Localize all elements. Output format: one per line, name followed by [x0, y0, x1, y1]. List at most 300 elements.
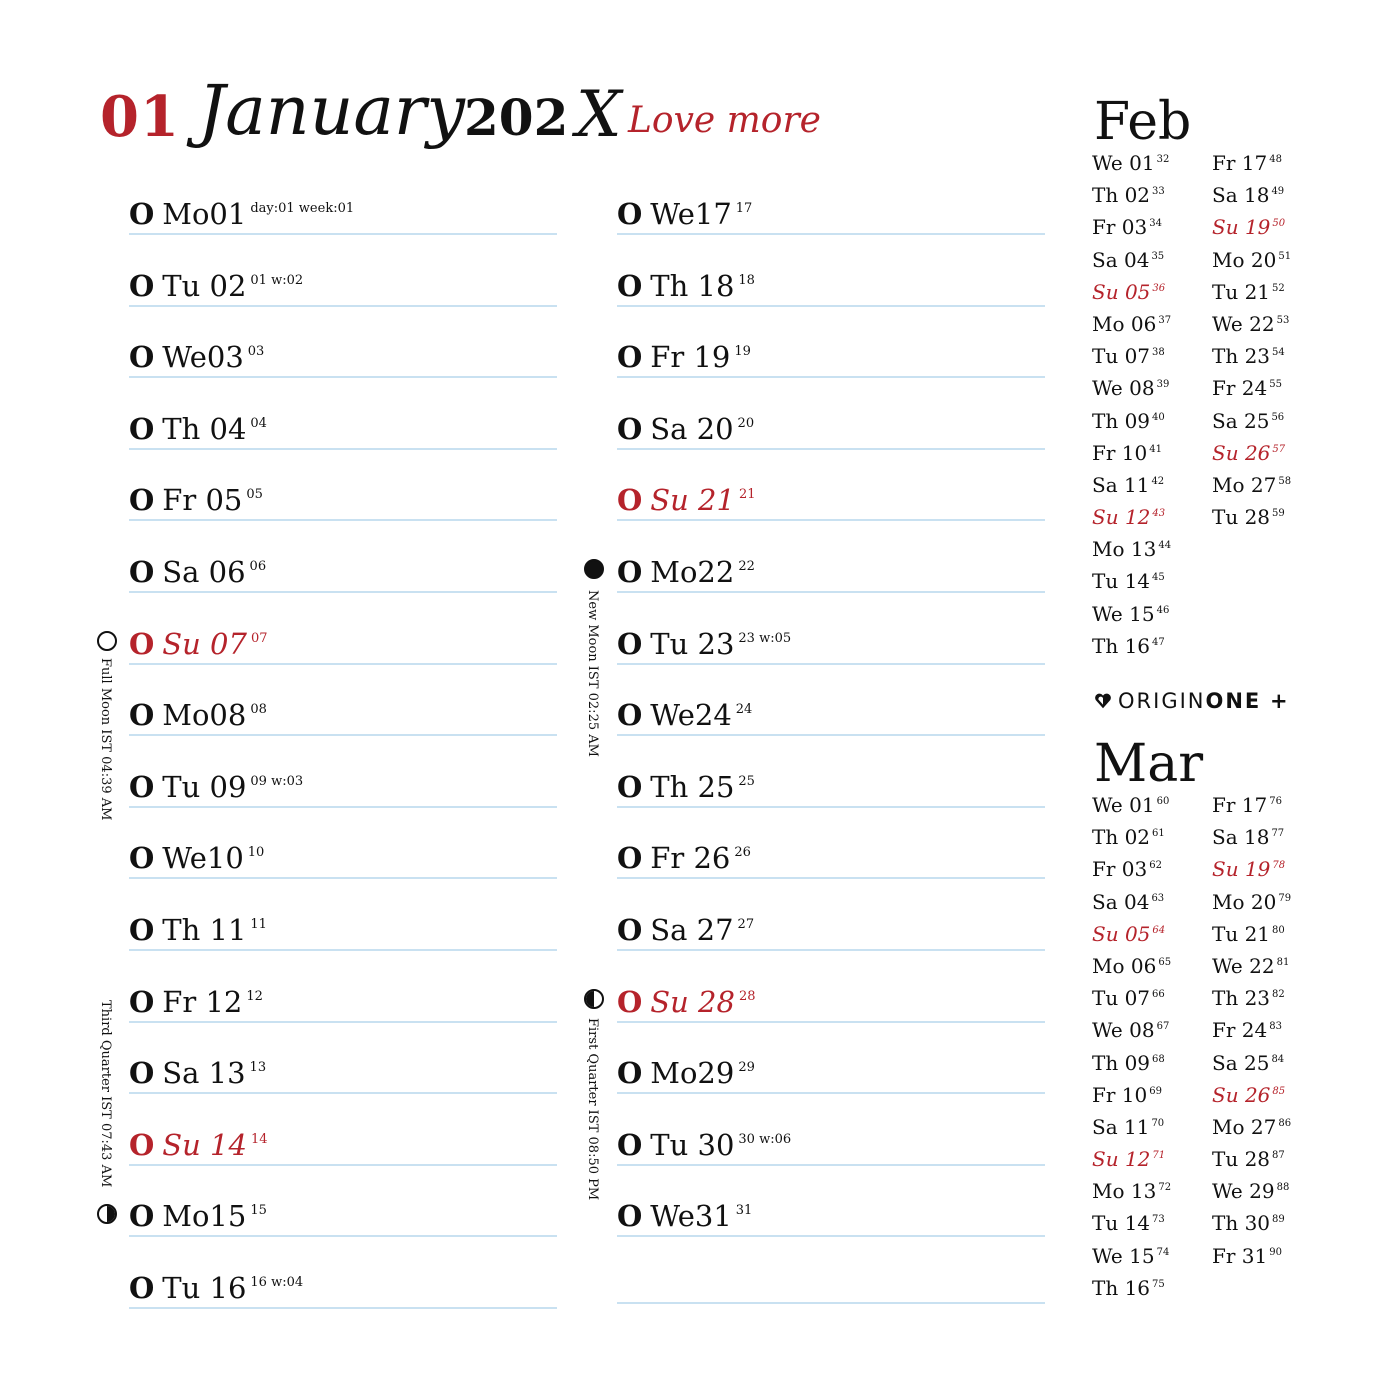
day-label: Su 14 — [162, 1127, 247, 1162]
mini-day-label: Su 19 — [1212, 857, 1271, 882]
mini-day-label: Th 09 — [1092, 408, 1151, 433]
feb-day — [1212, 505, 1291, 537]
checkbox-circle-icon[interactable]: O — [617, 268, 643, 303]
year: 202 — [464, 88, 569, 147]
mini-day-label: Fr 17 — [1212, 793, 1268, 817]
feb-day — [1212, 215, 1291, 247]
mini-day-index: 77 — [1271, 828, 1285, 840]
feb-title: Feb — [1094, 92, 1192, 152]
mini-day-index: 40 — [1152, 411, 1165, 423]
day-entry — [129, 555, 266, 589]
feb-day — [1212, 409, 1291, 441]
month-number: 01 — [100, 84, 180, 150]
day-label: Fr 05 — [162, 483, 243, 518]
day-label: We17 — [650, 197, 732, 231]
mini-day-index: 63 — [1151, 892, 1165, 904]
mini-day-label: We 15 — [1092, 1243, 1155, 1268]
year-mark: X — [576, 78, 622, 152]
day-entry — [129, 770, 303, 804]
checkbox-circle-icon[interactable]: O — [129, 1056, 155, 1091]
mini-day-label: We 01 — [1092, 793, 1155, 817]
mini-day-index: 62 — [1149, 860, 1162, 872]
mar-title: Mar — [1094, 734, 1204, 794]
day-row[interactable] — [617, 551, 1045, 593]
mini-day-index: 36 — [1152, 282, 1166, 294]
mini-day-index: 67 — [1156, 1021, 1170, 1033]
day-row[interactable] — [617, 1052, 1045, 1094]
checkbox-circle-icon[interactable]: O — [617, 913, 643, 947]
day-index: 29 — [738, 1060, 755, 1076]
brand-origin: ORIGIN — [1118, 689, 1206, 713]
mini-day-label: Th 16 — [1092, 1275, 1151, 1300]
day-row[interactable] — [129, 1195, 557, 1237]
day-index: day:01 week:01 — [250, 201, 355, 216]
day-label: Su 28 — [650, 984, 735, 1019]
day-row[interactable] — [129, 1267, 557, 1309]
mini-day-label: Sa 04 — [1092, 247, 1150, 272]
mini-day-label: Tu 21 — [1212, 921, 1271, 946]
day-index: 07 — [250, 630, 268, 646]
checkbox-circle-icon[interactable]: O — [129, 913, 155, 947]
day-entry — [617, 340, 751, 374]
mini-day-label: Su 05 — [1092, 921, 1151, 946]
mini-day-label: Sa 18 — [1212, 825, 1270, 850]
day-label: Mo22 — [650, 555, 735, 589]
feb-day — [1092, 215, 1171, 247]
day-entry — [129, 197, 354, 231]
mini-day-index: 48 — [1269, 154, 1282, 165]
mini-day-index: 43 — [1152, 508, 1166, 520]
day-entry — [129, 841, 264, 875]
checkbox-circle-icon[interactable]: O — [129, 411, 155, 446]
day-row[interactable] — [617, 265, 1045, 307]
day-entry — [129, 1056, 266, 1090]
motto: Love more — [628, 100, 821, 141]
day-index: 15 — [250, 1203, 267, 1219]
day-entry — [129, 269, 303, 303]
day-row[interactable] — [129, 766, 557, 808]
day-row[interactable] — [617, 193, 1045, 235]
day-label: We31 — [650, 1199, 732, 1234]
checkbox-circle-icon[interactable]: O — [129, 984, 155, 1019]
day-row[interactable] — [617, 766, 1045, 808]
day-index: 03 — [247, 344, 265, 360]
day-row[interactable] — [617, 336, 1045, 378]
mar-day — [1212, 857, 1291, 889]
feb-day — [1092, 248, 1171, 280]
checkbox-circle-icon[interactable]: O — [617, 555, 643, 589]
day-label: Tu 23 — [650, 626, 735, 661]
mini-day-label: Th 09 — [1092, 1050, 1151, 1075]
day-label: Su 07 — [162, 626, 247, 661]
mini-day-index: 78 — [1272, 860, 1286, 872]
mar-day — [1092, 1211, 1171, 1243]
mar-day — [1212, 825, 1291, 857]
mar-day — [1092, 1115, 1171, 1147]
mini-day-label: Tu 28 — [1212, 1147, 1271, 1172]
mini-day-index: 42 — [1151, 475, 1165, 487]
day-index: 25 — [738, 773, 755, 789]
mini-day-label: Th 16 — [1092, 633, 1151, 658]
day-index: 14 — [250, 1131, 268, 1147]
mini-day-label: Su 12 — [1092, 505, 1151, 530]
mini-day-label: Tu 21 — [1212, 279, 1271, 304]
feb-day — [1092, 344, 1171, 376]
day-entry — [617, 269, 755, 303]
day-index: 10 — [247, 845, 265, 861]
feb-day — [1212, 183, 1291, 215]
day-label: Mo08 — [162, 698, 247, 733]
day-index: 09 w:03 — [250, 773, 304, 789]
mini-day-label: Mo 27 — [1212, 1114, 1277, 1139]
mini-day-index: 66 — [1152, 989, 1165, 1001]
day-index: 24 — [735, 702, 753, 718]
day-index: 20 — [737, 415, 755, 431]
day-entry — [617, 412, 754, 446]
mar-day — [1212, 1083, 1291, 1115]
mini-day-index: 83 — [1269, 1021, 1282, 1033]
mini-day-index: 38 — [1152, 347, 1165, 359]
mar-day — [1212, 793, 1291, 825]
day-label: We10 — [162, 841, 244, 876]
mini-day-index: 50 — [1272, 218, 1286, 230]
mini-day-label: Mo 20 — [1212, 247, 1277, 272]
day-row[interactable] — [129, 1052, 557, 1094]
day-row[interactable] — [617, 837, 1045, 879]
mar-day — [1092, 1179, 1171, 1211]
mini-day-index: 35 — [1151, 250, 1165, 262]
checkbox-circle-icon[interactable]: O — [617, 984, 643, 1019]
checkbox-circle-icon[interactable]: O — [617, 698, 643, 733]
mini-day-index: 90 — [1269, 1246, 1282, 1258]
day-label: Mo15 — [162, 1199, 247, 1234]
day-entry — [617, 698, 752, 732]
mini-day-index: 65 — [1158, 956, 1172, 968]
mini-day-label: Fr 03 — [1092, 857, 1148, 882]
heart-icon — [1094, 692, 1112, 710]
day-entry — [129, 985, 263, 1019]
mini-day-index: 87 — [1272, 1150, 1285, 1162]
day-label: Th 11 — [162, 913, 247, 947]
mini-day-label: Su 19 — [1212, 215, 1271, 240]
feb-day — [1092, 569, 1171, 601]
mini-day-index: 55 — [1269, 379, 1282, 391]
checkbox-circle-icon[interactable]: O — [617, 483, 643, 518]
mini-day-label: Su 26 — [1212, 440, 1271, 465]
mar-day — [1212, 890, 1291, 922]
mini-day-index: 61 — [1152, 828, 1165, 840]
checkbox-circle-icon[interactable]: O — [617, 1199, 643, 1234]
day-entry — [617, 197, 752, 231]
day-label: Tu 09 — [162, 769, 247, 804]
mini-day-index: 88 — [1276, 1182, 1290, 1194]
first-quarter-label: First Quarter IST 08:50 PM — [585, 1018, 600, 1201]
day-row[interactable] — [129, 408, 557, 450]
checkbox-circle-icon[interactable]: O — [129, 769, 155, 804]
mini-day-index: 60 — [1156, 796, 1170, 807]
mini-day-index: 41 — [1149, 443, 1162, 455]
day-entry — [129, 1271, 303, 1305]
mini-day-label: Fr 03 — [1092, 215, 1148, 240]
mini-day-index: 57 — [1272, 443, 1286, 455]
day-entry — [129, 1128, 267, 1162]
feb-day — [1092, 151, 1171, 183]
mini-day-index: 53 — [1276, 314, 1290, 326]
mini-day-label: Su 12 — [1092, 1147, 1151, 1172]
mini-day-label: Fr 10 — [1092, 440, 1148, 465]
mar-day — [1212, 1244, 1291, 1276]
checkbox-circle-icon[interactable]: O — [129, 555, 155, 589]
day-index: 26 — [734, 845, 751, 861]
day-entry — [617, 1128, 791, 1162]
day-row[interactable] — [129, 1124, 557, 1166]
day-row[interactable] — [617, 408, 1045, 450]
day-index: 17 — [735, 201, 753, 216]
checkbox-circle-icon[interactable]: O — [129, 1127, 155, 1162]
mini-day-label: We 15 — [1092, 601, 1155, 626]
mini-day-label: We 22 — [1212, 311, 1275, 336]
brand-one: ONE — [1205, 689, 1262, 713]
mini-day-index: 45 — [1152, 572, 1165, 584]
day-entry — [617, 841, 751, 875]
day-row[interactable] — [617, 1124, 1045, 1166]
mini-day-index: 49 — [1271, 186, 1285, 198]
checkbox-circle-icon[interactable]: O — [129, 841, 155, 876]
mar-day — [1092, 922, 1171, 954]
day-row[interactable] — [617, 623, 1045, 665]
day-index: 19 — [734, 344, 751, 360]
mini-day-index: 75 — [1152, 1278, 1165, 1290]
day-row[interactable] — [129, 981, 557, 1023]
mini-day-label: Th 23 — [1212, 986, 1271, 1011]
day-index: 21 — [738, 487, 756, 503]
day-entry — [129, 340, 264, 374]
mini-day-index: 76 — [1269, 796, 1282, 807]
day-label: Sa 13 — [162, 1056, 246, 1091]
day-label: Th 18 — [650, 268, 735, 303]
mar-day — [1092, 825, 1171, 857]
feb-column-2 — [1212, 151, 1291, 537]
brand-logo — [1094, 689, 1290, 713]
mar-day — [1092, 1244, 1171, 1276]
checkbox-circle-icon[interactable]: O — [129, 698, 155, 733]
day-label: Fr 26 — [650, 841, 731, 876]
mini-day-label: We 08 — [1092, 376, 1155, 401]
mini-day-label: Tu 28 — [1212, 505, 1271, 530]
mini-day-label: We 08 — [1092, 1018, 1155, 1043]
day-row[interactable] — [617, 909, 1045, 951]
day-row[interactable] — [129, 336, 557, 378]
mini-day-label: Fr 24 — [1212, 376, 1268, 401]
day-row[interactable] — [617, 479, 1045, 521]
mini-day-label: We 29 — [1212, 1179, 1275, 1204]
day-row[interactable] — [129, 909, 557, 951]
day-entry — [129, 913, 267, 947]
mar-day — [1092, 986, 1171, 1018]
mini-day-index: 51 — [1278, 250, 1292, 262]
day-index: 01 w:02 — [250, 272, 304, 288]
mini-day-label: Sa 11 — [1092, 1114, 1150, 1139]
mar-day — [1212, 1211, 1291, 1243]
brand-plus: + — [1269, 689, 1290, 713]
mini-day-label: Th 02 — [1092, 183, 1151, 208]
feb-day — [1092, 280, 1171, 312]
mar-day — [1092, 793, 1171, 825]
mini-day-label: We 01 — [1092, 151, 1155, 175]
day-row[interactable] — [129, 193, 557, 235]
mini-day-index: 80 — [1272, 924, 1285, 936]
checkbox-circle-icon[interactable]: O — [129, 197, 155, 231]
month-name: January — [198, 72, 465, 151]
checkbox-circle-icon[interactable]: O — [617, 1056, 643, 1091]
day-label: Th 04 — [162, 411, 247, 446]
day-label: Tu 16 — [162, 1271, 247, 1305]
mar-day — [1212, 1179, 1291, 1211]
day-label: We24 — [650, 698, 732, 733]
day-row[interactable] — [129, 265, 557, 307]
checkbox-circle-icon[interactable]: O — [129, 483, 155, 518]
day-row[interactable] — [129, 479, 557, 521]
third-quarter-moon-icon — [97, 1204, 117, 1224]
day-label: Sa 27 — [650, 913, 734, 947]
mar-day — [1092, 1051, 1171, 1083]
feb-day — [1212, 344, 1291, 376]
mini-day-label: Su 26 — [1212, 1082, 1271, 1107]
mini-day-index: 73 — [1152, 1214, 1165, 1226]
checkbox-circle-icon[interactable]: O — [617, 1127, 643, 1162]
day-entry — [129, 1199, 267, 1233]
checkbox-circle-icon[interactable]: O — [617, 769, 643, 804]
mar-day — [1212, 1147, 1291, 1179]
mini-day-label: Sa 18 — [1212, 183, 1270, 208]
day-row[interactable] — [129, 837, 557, 879]
mini-day-label: Mo 06 — [1092, 953, 1157, 978]
day-label: Su 21 — [650, 483, 735, 518]
mini-day-label: Sa 11 — [1092, 472, 1150, 497]
mini-day-index: 86 — [1278, 1117, 1292, 1129]
mini-day-label: Mo 20 — [1212, 889, 1277, 914]
day-row[interactable] — [129, 623, 557, 665]
day-entry — [129, 412, 267, 446]
feb-day — [1212, 473, 1291, 505]
day-label: Sa 20 — [650, 411, 734, 446]
mini-day-label: Th 02 — [1092, 825, 1151, 850]
day-row[interactable] — [129, 694, 557, 736]
day-index: 30 w:06 — [738, 1131, 792, 1147]
day-label: Fr 19 — [650, 340, 731, 375]
day-row[interactable] — [617, 694, 1045, 736]
mar-day — [1212, 1115, 1291, 1147]
day-row[interactable] — [129, 551, 557, 593]
checkbox-circle-icon[interactable]: O — [129, 1271, 155, 1305]
feb-day — [1092, 602, 1171, 634]
mini-day-index: 58 — [1278, 475, 1292, 487]
day-entry — [129, 698, 267, 732]
checkbox-circle-icon[interactable]: O — [129, 340, 155, 375]
day-label: We03 — [162, 340, 244, 375]
day-entry — [617, 985, 755, 1019]
mini-day-index: 33 — [1152, 186, 1165, 198]
feb-day — [1212, 312, 1291, 344]
mini-day-index: 84 — [1271, 1053, 1285, 1065]
checkbox-circle-icon[interactable]: O — [617, 626, 643, 661]
day-entry — [129, 483, 263, 517]
day-index: 06 — [249, 559, 267, 574]
mini-day-label: Fr 31 — [1212, 1243, 1268, 1268]
mini-day-label: Th 30 — [1212, 1211, 1271, 1236]
mini-day-label: Mo 27 — [1212, 472, 1277, 497]
mar-column-2 — [1212, 793, 1291, 1276]
feb-day — [1092, 409, 1171, 441]
mar-day — [1212, 922, 1291, 954]
mini-day-label: Mo 06 — [1092, 311, 1157, 336]
day-index: 04 — [250, 415, 267, 431]
mini-day-label: Fr 24 — [1212, 1018, 1268, 1043]
mini-day-label: Sa 04 — [1092, 889, 1150, 914]
mini-day-index: 68 — [1152, 1053, 1165, 1065]
mar-day — [1092, 1018, 1171, 1050]
checkbox-circle-icon[interactable]: O — [129, 268, 155, 303]
mar-day — [1092, 890, 1171, 922]
day-index: 31 — [735, 1203, 753, 1219]
mini-day-label: Sa 25 — [1212, 408, 1270, 433]
first-quarter-moon-icon — [584, 989, 604, 1009]
day-index: 28 — [738, 988, 756, 1004]
checkbox-circle-icon[interactable]: O — [129, 626, 155, 661]
feb-day — [1092, 441, 1171, 473]
day-index: 11 — [250, 917, 267, 932]
checkbox-circle-icon[interactable]: O — [617, 197, 643, 231]
feb-day — [1092, 183, 1171, 215]
feb-day — [1212, 248, 1291, 280]
day-row[interactable] — [617, 981, 1045, 1023]
full-moon-icon — [97, 631, 117, 651]
mar-day — [1212, 1018, 1291, 1050]
day-entry — [617, 627, 791, 661]
blank-row[interactable] — [617, 1262, 1045, 1304]
day-entry — [617, 483, 755, 517]
checkbox-circle-icon[interactable]: O — [617, 340, 643, 375]
mini-day-index: 37 — [1158, 314, 1172, 326]
full-moon-label: Full Moon IST 04:39 AM — [98, 658, 113, 821]
mar-day — [1212, 954, 1291, 986]
mini-day-label: Tu 14 — [1092, 569, 1151, 594]
third-quarter-label: Third Quarter IST 07:43 AM — [98, 1000, 113, 1188]
mini-day-index: 64 — [1152, 924, 1166, 936]
checkbox-circle-icon[interactable]: O — [617, 841, 643, 876]
day-label: Mo29 — [650, 1056, 735, 1091]
feb-day — [1092, 537, 1171, 569]
mar-day — [1092, 1083, 1171, 1115]
day-row[interactable] — [617, 1195, 1045, 1237]
day-entry — [617, 555, 755, 589]
feb-day — [1212, 280, 1291, 312]
mini-day-index: 32 — [1156, 154, 1170, 165]
day-index: 08 — [250, 702, 267, 718]
feb-day — [1092, 312, 1171, 344]
day-index: 22 — [738, 559, 755, 574]
checkbox-circle-icon[interactable]: O — [129, 1199, 155, 1234]
mar-day — [1092, 954, 1171, 986]
day-index: 18 — [738, 272, 755, 288]
day-label: Sa 06 — [162, 555, 246, 589]
checkbox-circle-icon[interactable]: O — [617, 411, 643, 446]
day-entry — [617, 913, 754, 947]
day-entry — [129, 627, 267, 661]
feb-day — [1092, 376, 1171, 408]
mini-day-index: 56 — [1271, 411, 1285, 423]
mini-day-index: 74 — [1156, 1246, 1170, 1258]
